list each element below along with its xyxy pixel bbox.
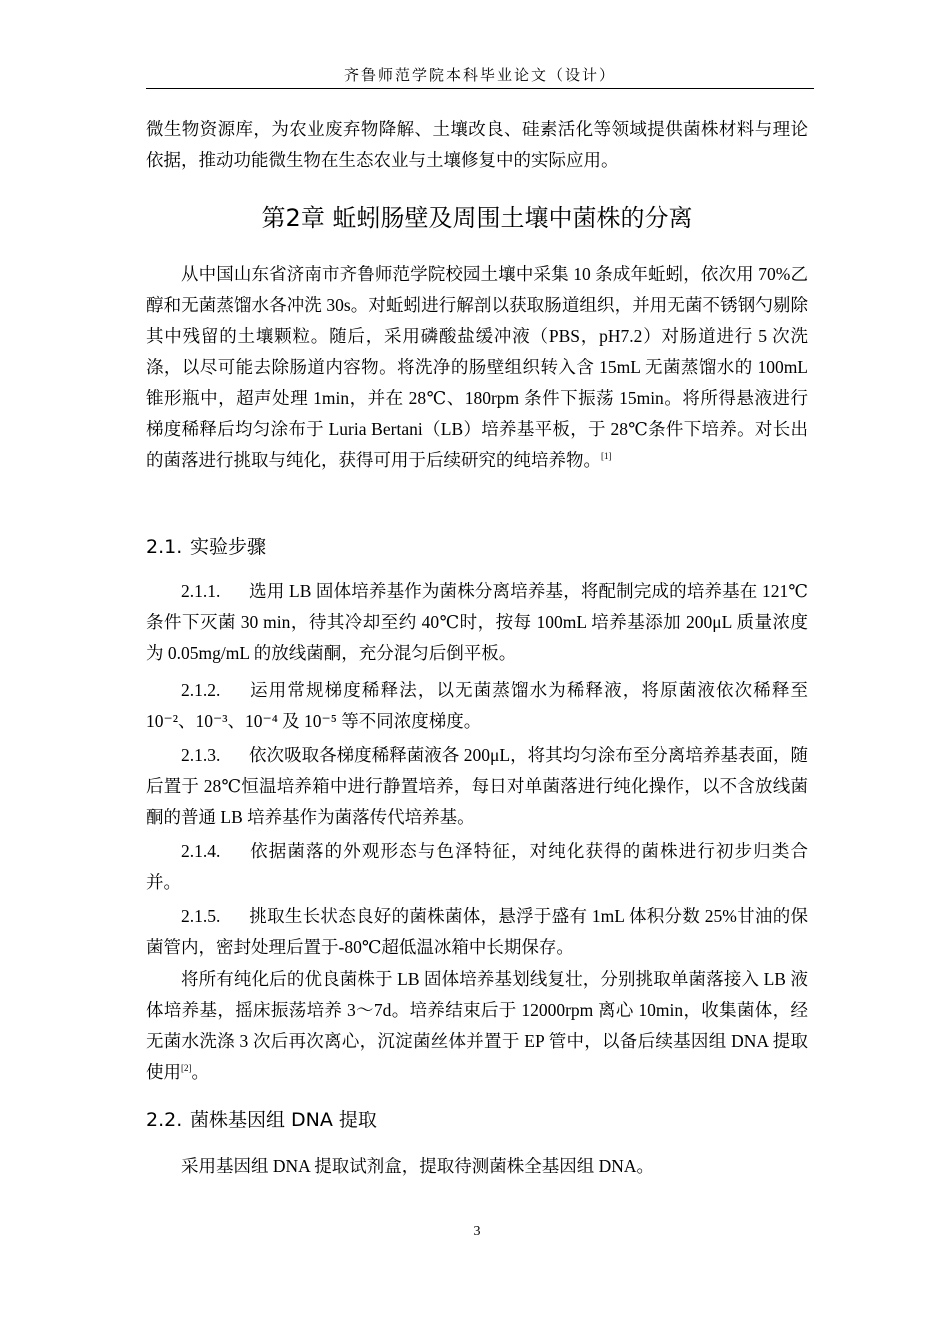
section-number: 2.2. — [146, 1109, 183, 1131]
running-header: 齐鲁师范学院本科毕业论文（设计） — [343, 66, 616, 84]
header-divider — [146, 88, 814, 89]
closing-punctuation: 。 — [191, 1062, 209, 1082]
step-paragraph — [146, 836, 808, 898]
step-paragraph — [146, 740, 808, 833]
section-title: 实验步骤 — [190, 536, 267, 558]
citation-ref: [1] — [601, 451, 612, 461]
step-paragraph — [146, 675, 808, 737]
closing-paragraph — [146, 964, 808, 1088]
step-text: 挑取生长状态良好的菌株菌体，悬浮于盛有 1mL 体积分数 25%甘油的保菌管内，密封处理后置于-80℃超低温冰箱中长期保存。 — [146, 906, 808, 957]
step-number: 2.1.5. — [181, 906, 221, 926]
section-2-2-paragraph: 采用基因组 DNA 提取试剂盒，提取待测菌株全基因组 DNA。 — [181, 1156, 654, 1176]
step-text: 依次吸取各梯度稀释菌液各 200μL，将其均匀涂布至分离培养基表面，随后置于 28℃恒温培养箱中进行静置培养，每日对单菌落进行纯化操作，以不含放线菌酮的普通 LB 培养基作为菌落传代培养基。 — [146, 745, 808, 827]
step-number: 2.1.4. — [181, 841, 221, 861]
chapter-paragraph — [146, 259, 808, 476]
section-heading-2-2 — [146, 1105, 808, 1135]
citation-ref: [2] — [181, 1063, 192, 1073]
step-text: 选用 LB 固体培养基作为菌株分离培养基，将配制完成的培养基在 121℃条件下灭菌 30 min，待其冷却至约 40℃时，按每 100mL 培养基添加 200μL 质量浓度为 0.05mg/mL 的放线菌酮，充分混匀后倒平板。 — [146, 581, 808, 663]
section-title: 菌株基因组 DNA 提取 — [190, 1109, 377, 1131]
section-heading-2-1 — [146, 532, 808, 562]
section-number: 2.1. — [146, 536, 183, 558]
step-number: 2.1.2. — [181, 680, 221, 700]
step-number: 2.1.3. — [181, 745, 221, 765]
step-paragraph — [146, 576, 808, 669]
step-paragraph — [146, 901, 808, 963]
step-number: 2.1.1. — [181, 581, 221, 601]
page-number: 3 — [473, 1224, 481, 1239]
step-text: 运用常规梯度稀释法，以无菌蒸馏水为稀释液，将原菌液依次稀释至 10⁻²、10⁻³、10⁻⁴ 及 10⁻⁵ 等不同浓度梯度。 — [146, 680, 808, 731]
chapter-title: 第2章 蚯蚓肠壁及周围土壤中菌株的分离 — [261, 204, 693, 232]
intro-paragraph: 微生物资源库，为农业废弃物降解、土壤改良、硅素活化等领域提供菌株材料与理论依据，推动功能微生物在生态农业与土壤修复中的实际应用。 — [146, 119, 808, 170]
closing-paragraph-text: 将所有纯化后的优良菌株于 LB 固体培养基划线复壮，分别挑取单菌落接入 LB 液体培养基，摇床振荡培养 3～7d。培养结束后于 12000rpm 离心 10min，收集菌体，经无菌水洗涤 3 次后再次离心，沉淀菌丝体并置于 EP 管中，以备后续基因组 DNA 提取使用 — [146, 969, 808, 1082]
chapter-paragraph-text: 从中国山东省济南市齐鲁师范学院校园土壤中采集 10 条成年蚯蚓，依次用 70%乙醇和无菌蒸馏水各冲洗 30s。对蚯蚓进行解剖以获取肠道组织，并用无菌不锈钢勺剔除其中残留的土壤颗粒。随后，采用磷酸盐缓冲液（PBS，pH7.2）对肠道进行 5 次洗涤，以尽可能去除肠道内容物。将洗净的肠壁组织转入含 15mL 无菌蒸馏水的 100mL 锥形瓶中，超声处理 1min，并在 28℃、180rpm 条件下振荡 15min。将所得悬液进行梯度稀释后均匀涂布于 Luria Bertani（LB）培养基平板，于 28℃条件下培养。对长出的菌落进行挑取与纯化，获得可用于后续研究的纯培养物。 — [146, 264, 808, 470]
step-text: 依据菌落的外观形态与色泽特征，对纯化获得的菌株进行初步归类合并。 — [146, 841, 808, 892]
